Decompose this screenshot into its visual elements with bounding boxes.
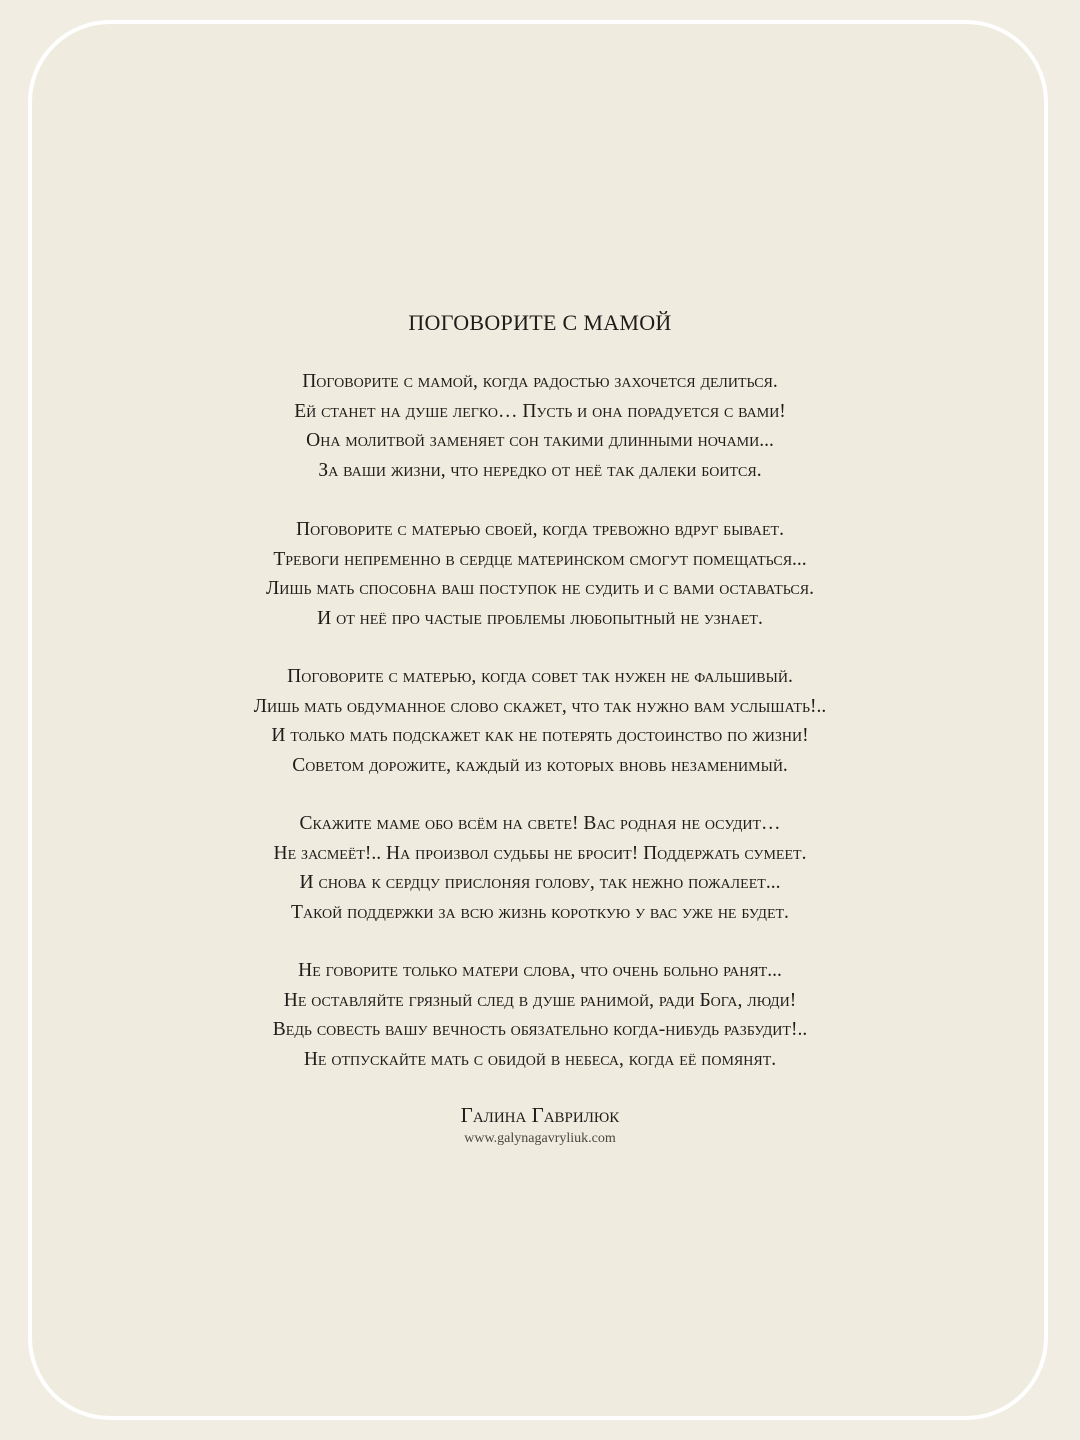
poem-line: Она молитвой заменяет сон такими длинными ночами... [306,430,774,451]
poem-line: Поговорите с матерью, когда совет так нужен не фальшивый. [287,666,793,687]
author-name: Галина Гаврилюк [460,1103,620,1127]
poem-line: Поговорите с мамой, когда радостью захочется делиться. [302,371,778,392]
poem-title: ПОГОВОРИТЕ С МАМОЙ [408,310,672,335]
poem-line: Не говорите только матери слова, что очень больно ранят... [298,960,782,981]
poem-line: И снова к сердцу прислоняя голову, так нежно пожалеет... [299,872,781,893]
poem-line: И только мать подскажет как не потерять достоинство по жизни! [271,725,809,746]
poem-line: И от неё про частые проблемы любопытный не узнает. [317,607,763,629]
poem-line: Ведь совесть вашу вечность обязательно когда-нибудь разбудит!.. [272,1019,808,1040]
poem-line: Скажите маме обо всём на свете! Вас родная не осудит… [299,813,781,834]
poem-line: Не отпускайте мать с обидой в небеса, когда её помянят. [303,1048,777,1070]
poem-line: Советом дорожите, каждый из которых вновь незаменимый. [292,754,788,776]
stanza-1 [0,367,1080,485]
poem-line: Поговорите с матерью своей, когда тревожно вдруг бывает. [296,519,784,540]
poem-line: Не засмеёт!.. На произвол судьбы не бросит! Поддержать сумеет. [273,842,807,864]
author-website: www.galynagavryliuk.com [464,1131,616,1146]
stanza-2 [0,515,1080,633]
poem-line: Лишь мать обдуманное слово скажет, что так нужно вам услышать!.. [253,695,827,717]
poem-line: Ей станет на душе легко… Пусть и она порадуется с вами! [294,400,786,422]
poem-line: Такой поддержки за всю жизнь короткую у вас уже не будет. [291,901,789,923]
poem-line: Тревоги непременно в сердце материнском смогут помещаться... [273,548,807,570]
stanza-4 [0,809,1080,927]
poem-line: Не оставляйте грязный след в душе ранимой, ради Бога, люди! [283,989,797,1011]
poem-line: Лишь мать способна ваш поступок не судить и с вами оставаться. [266,578,814,599]
poem-line: За ваши жизни, что нередко от неё так далеки боится. [318,459,762,481]
stanza-5 [0,956,1080,1074]
stanza-3 [0,662,1080,780]
